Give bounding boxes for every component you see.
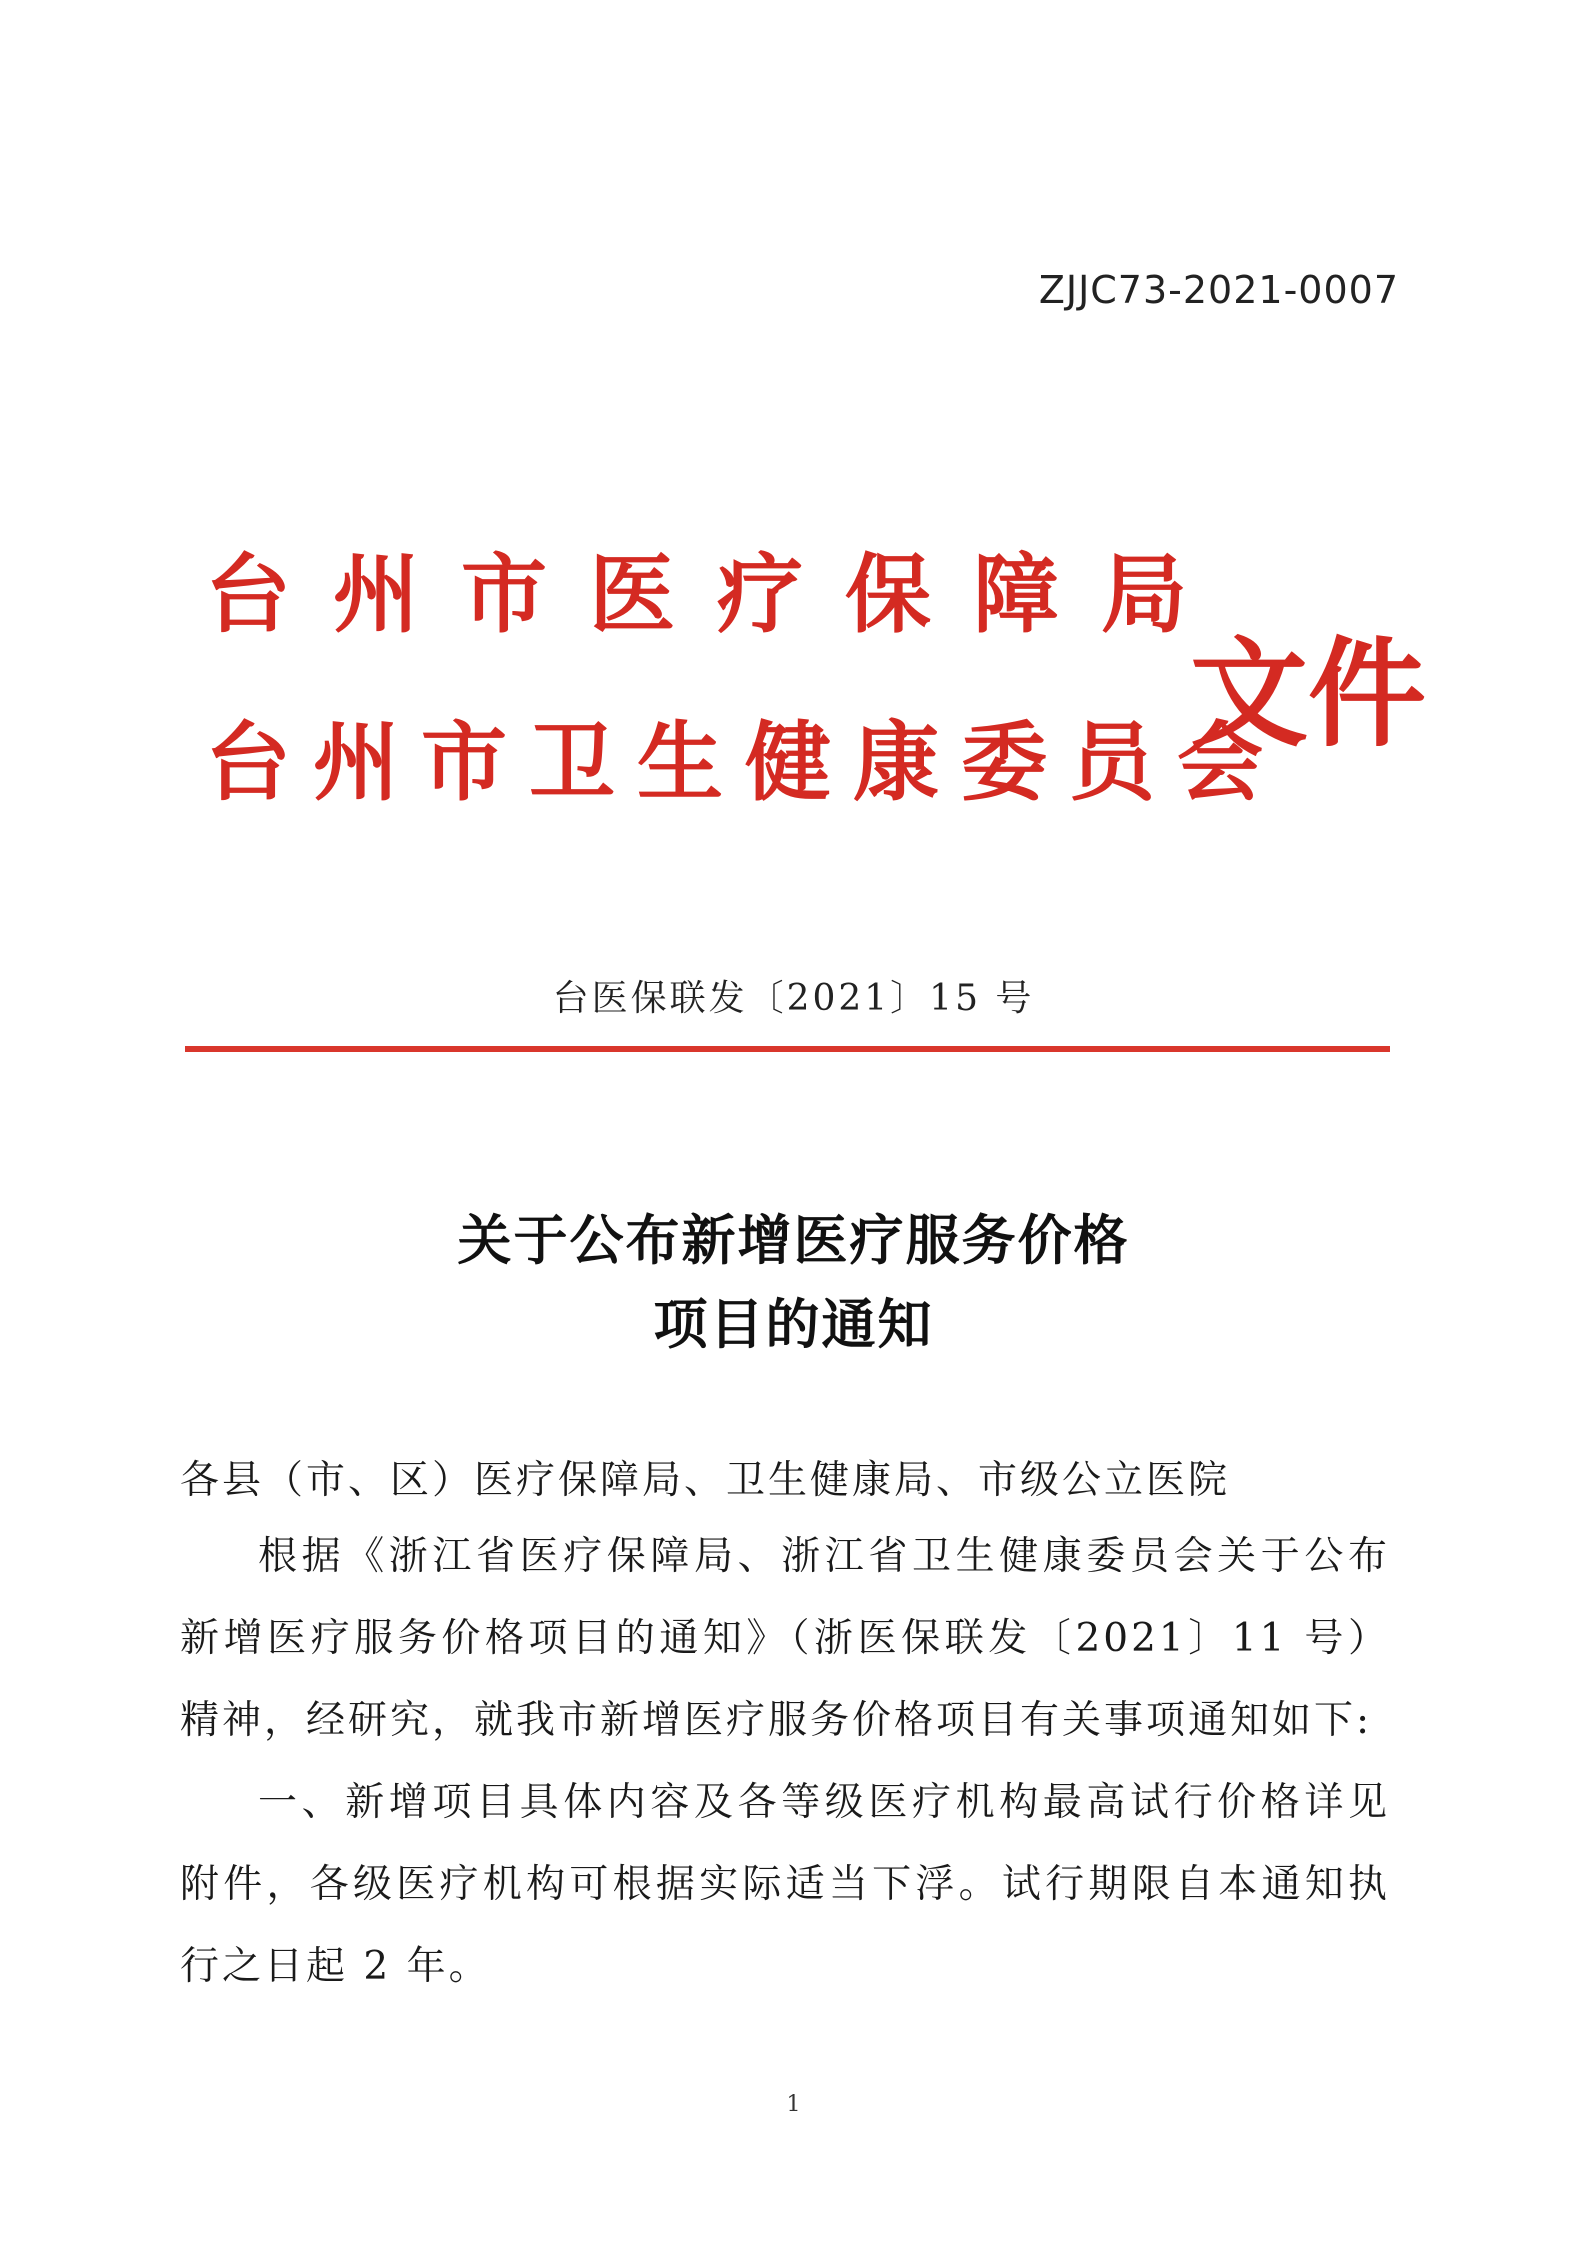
document-code: ZJJC73-2021-0007: [1038, 268, 1399, 312]
page-number: 1: [786, 2092, 801, 2117]
document-number: 台医保联发〔2021〕15 号: [552, 978, 1035, 1019]
issuer-name-medical-security-bureau: 台州市医疗保障局: [205, 544, 1229, 645]
body-paragraph: 一、新增项目具体内容及各等级医疗机构最高试行价格详见附件，各级医疗机构可根据实际适当下浮。试行期限自本通知执行之日起 2 年。: [180, 1780, 1390, 1989]
document-header: [205, 520, 1427, 840]
document-title-line1: 关于公布新增医疗服务价格: [457, 1208, 1130, 1272]
body-paragraph: 根据《浙江省医疗保障局、浙江省卫生健康委员会关于公布新增医疗服务价格项目的通知》（浙医保联发〔2021〕11 号）精神，经研究，就我市新增医疗服务价格项目有关事项通知如下:: [180, 1534, 1390, 1743]
document-label: 文件: [1190, 624, 1427, 763]
issuer-name-health-commission: 台州市卫生健康委员会: [205, 712, 1285, 813]
red-divider: [185, 1046, 1390, 1052]
salutation: 各县（市、区）医疗保障局、卫生健康局、市级公立医院: [180, 1458, 1231, 1503]
document-title-line2: 项目的通知: [653, 1292, 934, 1356]
